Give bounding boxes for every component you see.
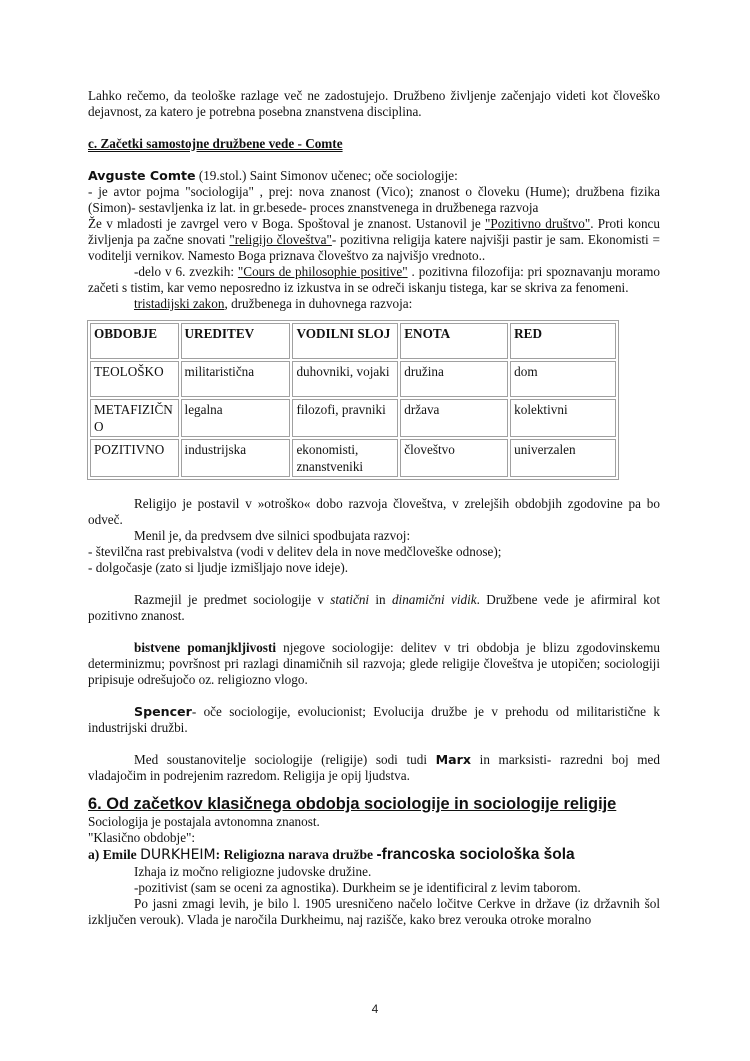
table-cell: dom bbox=[510, 361, 616, 397]
table-cell: POZITIVNO bbox=[90, 439, 179, 477]
pozitivno-drustvo-link: "Pozitivno društvo" bbox=[485, 216, 591, 231]
table-row bbox=[90, 361, 616, 397]
comte-bullet-sociology: - je avtor pojma "sociologija" , prej: nova znanost (Vico); znanost o človeku (Hume); družbena fizika (Simon)- sestavljenka iz lat. in gr.besede- proces znanstvenega in družbenega razvoja bbox=[88, 184, 660, 215]
comte-name: Avguste Comte bbox=[88, 168, 196, 183]
table-cell: kolektivni bbox=[510, 399, 616, 437]
header-obdobje: OBDOBJE bbox=[90, 323, 179, 359]
table-cell: TEOLOŠKO bbox=[90, 361, 179, 397]
religion-childhood-paragraph: Religijo je postavil v »otroško« dobo razvoja človeštva, v zrelejših obdobjih zgodovine pa bo odveč. bbox=[88, 496, 660, 527]
header-enota: ENOTA bbox=[400, 323, 508, 359]
spencer-paragraph: Spencer- oče sociologije, evolucionist; Evolucija družbe je v prehodu od militaristične k industrijski družbi. bbox=[88, 704, 660, 735]
razmejil-paragraph: Razmejil je predmet sociologije v statični in dinamični vidik. Družbene vede je afirmiral kot pozitivno znanost. bbox=[88, 592, 661, 623]
header-ureditev: UREDITEV bbox=[181, 323, 291, 359]
section-c-heading: c. Začetki samostojne družbene vede - Comte bbox=[88, 136, 343, 151]
spencer-name: Spencer bbox=[134, 704, 192, 719]
table-cell: človeštvo bbox=[400, 439, 508, 477]
durkheim-origin: Izhaja iz močno religiozne judovske družine. bbox=[134, 864, 372, 879]
header-red: RED bbox=[510, 323, 616, 359]
header-vodilni-sloj: VODILNI SLOJ bbox=[292, 323, 398, 359]
table-row bbox=[90, 399, 616, 437]
table-cell: filozofi, pravniki bbox=[292, 399, 398, 437]
table-cell: METAFIZIČNO bbox=[90, 399, 179, 437]
table-cell: ekonomisti, znanstveniki bbox=[292, 439, 398, 477]
durkheim-1905-paragraph: Po jasni zmagi levih, je bilo l. 1905 uresničeno načelo ločitve Cerkve in države (iz državnih šol izključen verouk). Vlada je naročila Durkheimu, naj razišče, kako brez verouka otroke moralno bbox=[88, 896, 660, 927]
comte-youth-paragraph: Že v mladosti je zavrgel vero v Boga. Spoštoval je znanost. Ustanovil je "Pozitivno društvo". Proti koncu življenja pa začne snovati "religijo človeštva"- pozitivna religija katere najvišji pastir je sam. Ekonomisti = voditelji vernikov. Namesto Boga priznava človeštvo za najvišjo vrednoto.. bbox=[88, 216, 660, 263]
durkheim-positivist: -pozitivist (sam se oceni za agnostika). Durkheim se je identificiral z levim taborom. bbox=[134, 880, 581, 895]
menil-line: Menil je, da predvsem dve silnici spodbujata razvoj: bbox=[134, 528, 411, 543]
force-boredom: - dolgočasje (zato si ljudje izmišljajo nove ideje). bbox=[88, 560, 349, 575]
table-header-row bbox=[90, 323, 616, 359]
section-6-line1: Sociologija je postajala avtonomna znanost. bbox=[88, 814, 320, 829]
comte-intro: Avguste Comte (19.stol.) Saint Simonov učenec; oče sociologije: bbox=[88, 168, 458, 183]
document-page bbox=[88, 88, 660, 928]
intro-paragraph: Lahko rečemo, da teološke razlage več ne zadostujejo. Družbeno življenje začenjajo videti kot človeško dejavnost, za katero je potrebna posebna znanstvena disciplina. bbox=[88, 88, 660, 119]
section-6-heading: 6. Od začetkov klasičnega obdobja sociologije in sociologije religije bbox=[88, 795, 617, 813]
comte-delo-paragraph: -delo v 6. zvezkih: "Cours de philosophie positive" . pozitivna filozofija: pri spoznavanju moramo začeti s tistim, kar vemo neposredno iz izkustva in se odreči iskanju tistega, kar se skriva za fenomeni. bbox=[88, 264, 660, 295]
marx-paragraph: Med soustanovitelje sociologije (religije) sodi tudi Marx in marksisti- razredni boj med vladajočim in podrejenim razredom. Religija je opij ljudstva. bbox=[88, 752, 660, 783]
marx-name: Marx bbox=[435, 752, 472, 767]
cours-link: "Cours de philosophie positive" bbox=[237, 264, 408, 279]
table-cell: militaristična bbox=[181, 361, 291, 397]
table-cell: legalna bbox=[181, 399, 291, 437]
religijo-clovestva-link: "religijo človeštva" bbox=[229, 232, 332, 247]
three-stage-table bbox=[87, 320, 619, 480]
durkheim-subheading: a) Emile DURKHEIM: Religiozna narava družbe -francoska sociološka šola bbox=[88, 846, 575, 863]
table-row bbox=[90, 439, 616, 477]
page-number: 4 bbox=[371, 1002, 379, 1016]
force-population: - številčna rast prebivalstva (vodi v delitev dela in nove medčloveške odnose); bbox=[88, 544, 502, 559]
tristadijski-zakon-link: tristadijski zakon bbox=[134, 296, 225, 311]
section-6-line2: "Klasično obdobje": bbox=[88, 830, 196, 845]
table-cell: duhovniki, vojaki bbox=[292, 361, 398, 397]
pomanjkljivosti-paragraph: bistvene pomanjkljivosti njegove sociologije: delitev v tri obdobja je blizu zgodovinskemu determinizmu; površnost pri razlagi dinamičnih sil razvoja; glede religije človeštva je utopičen; sociologiji pripisuje odrešujočo oz. religiozno vlogo. bbox=[88, 640, 660, 687]
table-cell: družina bbox=[400, 361, 508, 397]
table-cell: univerzalen bbox=[510, 439, 616, 477]
table-cell: država bbox=[400, 399, 508, 437]
tristadijski-zakon-line: tristadijski zakon, družbenega in duhovnega razvoja: bbox=[134, 296, 413, 311]
table-cell: industrijska bbox=[181, 439, 291, 477]
